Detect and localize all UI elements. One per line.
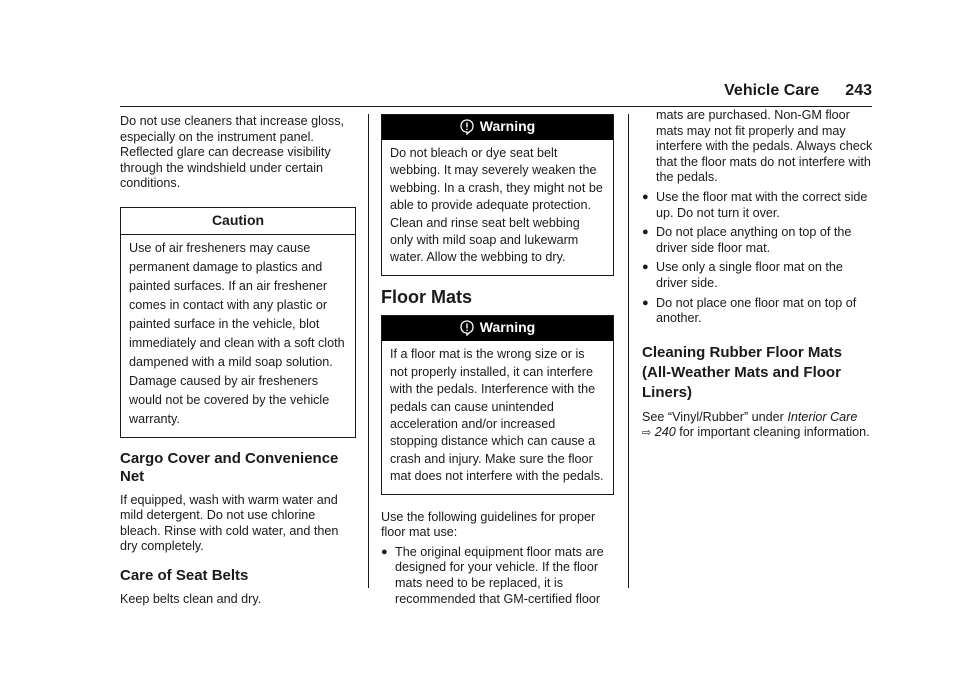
bullet-icon: ●: [642, 226, 649, 239]
column-1: [120, 114, 356, 607]
column-divider-1: [368, 114, 369, 588]
warning-header: [382, 316, 613, 341]
caution-title: Caution: [121, 208, 355, 235]
list-item: ● Use only a single floor mat on the driver side.: [642, 260, 843, 290]
warning-box-seat-belts: [381, 114, 614, 276]
warning-header: [382, 115, 613, 140]
bullet-icon: ●: [381, 545, 388, 558]
page-number: 243: [845, 82, 872, 99]
intro-paragraph: Do not use cleaners that increase gloss, especially on the instrument panel. Reflected glare can decrease visibility through the windshield under certain conditions.: [120, 114, 345, 191]
seat-belts-paragraph: Keep belts clean and dry.: [120, 591, 262, 606]
bullet-icon: ●: [642, 261, 649, 274]
list-item: ● Use the floor mat with the correct side up. Do not turn it over.: [642, 189, 868, 220]
warning-box-floor-mats: [381, 315, 614, 494]
page-header: [724, 82, 872, 100]
cleaning-paragraph: See “Vinyl/Rubber” under Interior Care ⇨ 240 for important cleaning information.: [642, 409, 870, 440]
guidelines-list-continued: [642, 190, 874, 327]
seat-belts-heading: Care of Seat Belts: [120, 566, 249, 584]
column-2: [381, 114, 614, 607]
guidelines-list: [381, 545, 614, 607]
bullet-icon: ●: [642, 190, 649, 203]
cleaning-heading: Cleaning Rubber Floor Mats (All-Weather Mats and Floor Liners): [642, 343, 843, 401]
column-divider-2: [628, 114, 629, 588]
bullet-continuation: mats are purchased. Non-GM floor mats may not fit properly and may interfere with the pedals. Always check that the floor mats do not interfere with the pedals.: [656, 108, 873, 185]
list-item: ● Do not place anything on top of the driver side floor mat.: [642, 225, 852, 255]
section-title: Vehicle Care: [724, 82, 820, 99]
header-rule: [120, 106, 872, 107]
interior-care-link[interactable]: Interior Care: [787, 409, 858, 424]
page-ref-icon: ⇨: [642, 427, 652, 440]
warning-icon: [460, 320, 474, 336]
page-ref-link[interactable]: 240: [654, 425, 676, 440]
floor-mats-heading: Floor Mats: [381, 286, 473, 307]
cargo-paragraph: If equipped, wash with warm water and mild detergent. Do not use chlorine bleach. Rinse with cold water, and then dry completely.: [120, 492, 339, 554]
warning-icon: [460, 119, 474, 135]
list-item: ● The original equipment floor mats are designed for your vehicle. If the floor mats need to be replaced, it is recommended that GM-certified floor: [381, 544, 604, 606]
guidelines-paragraph: Use the following guidelines for proper floor mat use:: [381, 509, 596, 540]
column-3: [642, 108, 874, 442]
cargo-heading: Cargo Cover and Convenience Net: [120, 449, 339, 485]
warning-body: Do not bleach or dye seat belt webbing. It may severely weaken the webbing. In a crash, they might not be able to provide adequate protection. Clean and rinse seat belt webbing only with mild soap and lukewarm water. Allow the webbing to dry.: [390, 146, 603, 265]
caution-body: Use of air fresheners may cause permanent damage to plastics and painted surfaces. If an air freshener comes in contact with any plastic or painted surface in the vehicle, blot immediately and clean with a soft cloth dampened with a mild soap solution. Damage caused by air fresheners would not be covered by the vehicle warranty.: [129, 240, 345, 427]
warning-body: If a floor mat is the wrong size or is not properly installed, it can interfere with the pedals. Interference with the pedals can cause unintended acceleration and/or increased stopping distance which can cause a crash and injury. Make sure the floor mat does not interfere with the pedals.: [390, 347, 604, 484]
warning-title: Warning: [479, 319, 536, 336]
caution-box: [120, 207, 356, 438]
bullet-icon: ●: [642, 296, 649, 309]
list-item: ● Do not place one floor mat on top of another.: [642, 295, 857, 326]
warning-title: Warning: [479, 118, 536, 134]
